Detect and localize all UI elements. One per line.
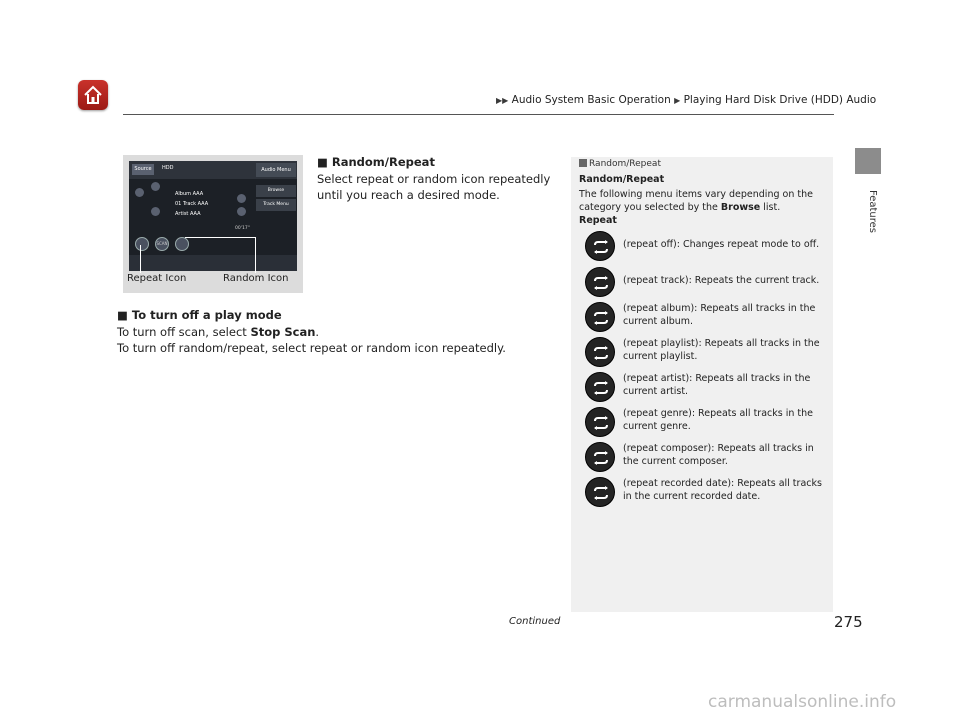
- screen-browse: Browse: [256, 185, 296, 197]
- note-subheading: Repeat: [579, 215, 617, 226]
- screen-skip-back-icon: [151, 207, 160, 216]
- note-item: (repeat recorded date): Repeats all tracks in the current recorded date.: [623, 478, 822, 502]
- repeat-artist-icon: [585, 372, 615, 402]
- repeat-glyph-icon: [586, 478, 616, 508]
- turn-off-random-text: To turn off random/repeat, select repeat or random icon repeatedly.: [117, 341, 506, 355]
- repeat-glyph-icon: [586, 303, 616, 333]
- note-marker-icon: [579, 159, 587, 167]
- repeat-genre-icon: [585, 407, 615, 437]
- screen-prev-icon: [151, 182, 160, 191]
- header-rule: [123, 114, 834, 115]
- repeat-glyph-icon: [586, 408, 616, 438]
- repeat-callout-line: [140, 245, 141, 273]
- screen-skip-forward-icon: [237, 207, 246, 216]
- breadcrumb: [496, 94, 876, 106]
- screen-repeat-icon: [135, 237, 149, 251]
- random-repeat-heading: ■ Random/Repeat: [317, 155, 435, 169]
- turn-off-heading: ■ To turn off a play mode: [117, 308, 282, 322]
- note-item: (repeat composer): Repeats all tracks in the current composer.: [623, 443, 814, 467]
- note-intro: The following menu items vary depending on the category you selected by the Browse list.: [579, 189, 813, 213]
- continued-label: Continued: [509, 616, 561, 627]
- screen-track-menu: Track Menu: [256, 199, 296, 211]
- random-callout-line: [255, 237, 256, 273]
- repeat-playlist-icon: [585, 337, 615, 367]
- repeat-glyph-icon: [586, 443, 616, 473]
- page-number: 275: [834, 613, 863, 631]
- screen-bottom-bar: [129, 255, 297, 271]
- audio-screen: [129, 161, 297, 271]
- screen-source-button: Source: [132, 164, 154, 175]
- note-item: (repeat artist): Repeats all tracks in the current artist.: [623, 373, 811, 397]
- repeat-off-icon: [585, 231, 615, 261]
- note-heading: Random/Repeat: [579, 174, 665, 185]
- repeat-composer-icon: [585, 442, 615, 472]
- screen-scan-button: SCAN: [155, 237, 169, 251]
- section-tab: [855, 148, 881, 174]
- screen-audio-menu: Audio Menu: [256, 163, 296, 177]
- breadcrumb-current: Playing Hard Disk Drive (HDD) Audio: [683, 94, 877, 106]
- repeat-track-icon: [585, 267, 615, 297]
- footer-watermark: carmanualsonline.info: [708, 692, 897, 712]
- note-item: (repeat off): Changes repeat mode to off.: [623, 239, 820, 250]
- screen-track: 01 Track AAA: [175, 201, 209, 207]
- section-label: Features: [867, 190, 878, 233]
- note-tag: Random/Repeat: [579, 159, 661, 169]
- repeat-icon-label: Repeat Icon: [127, 273, 187, 284]
- screen-album: Album AAA: [175, 191, 204, 197]
- breadcrumb-arrow-icon: ▶: [674, 96, 681, 105]
- random-repeat-text: Select repeat or random icon repeatedly until you reach a desired mode.: [317, 172, 551, 202]
- screen-next-icon: [237, 194, 246, 203]
- note-item: (repeat playlist): Repeats all tracks in the current playlist.: [623, 338, 820, 362]
- screen-random-icon: [175, 237, 189, 251]
- turn-off-scan-text: To turn off scan, select Stop Scan.: [117, 325, 320, 339]
- repeat-recorded-date-icon: [585, 477, 615, 507]
- screen-hdd-label: HDD: [162, 165, 174, 171]
- screen-time: 00'17": [235, 226, 250, 231]
- breadcrumb-arrow-icon: ▶▶: [496, 96, 509, 105]
- random-icon-label: Random Icon: [223, 273, 289, 284]
- screen-artist: Artist AAA: [175, 211, 201, 217]
- home-button[interactable]: [78, 80, 108, 110]
- breadcrumb-link-basic-operation[interactable]: Audio System Basic Operation: [511, 94, 671, 106]
- repeat-glyph-icon: [586, 338, 616, 368]
- home-icon: [82, 84, 104, 106]
- repeat-album-icon: [585, 302, 615, 332]
- note-item: (repeat album): Repeats all tracks in the current album.: [623, 303, 816, 327]
- random-callout-line: [185, 237, 255, 238]
- screen-info-icon: [135, 188, 144, 197]
- audio-screen-illustration: [123, 155, 303, 293]
- repeat-glyph-icon: [586, 373, 616, 403]
- note-item: (repeat genre): Repeats all tracks in the current genre.: [623, 408, 813, 432]
- repeat-glyph-icon: [586, 268, 616, 298]
- repeat-glyph-icon: [586, 232, 616, 262]
- note-item: (repeat track): Repeats the current track.: [623, 275, 820, 286]
- note-panel: [571, 157, 833, 612]
